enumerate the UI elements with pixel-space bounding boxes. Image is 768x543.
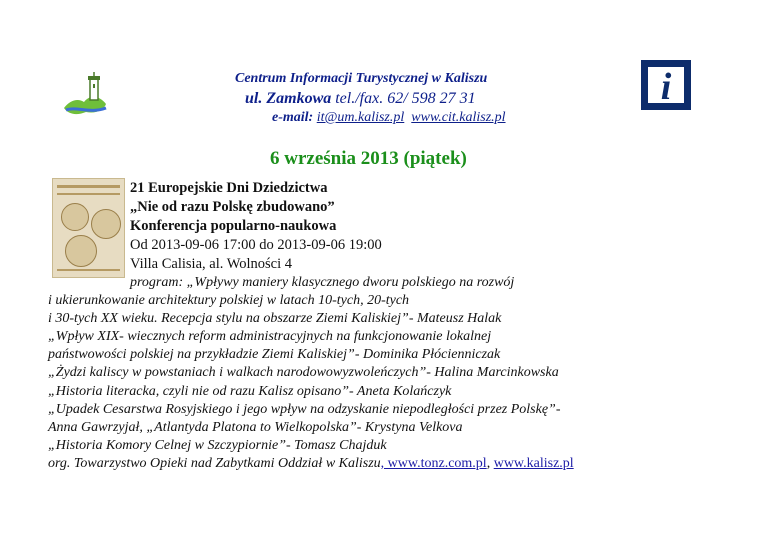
org-name: Centrum Informacji Turystycznej w Kaliszu (235, 71, 488, 86)
event-title-2: „Nie od razu Polskę zbudowano” (130, 199, 335, 215)
tonz-link[interactable]: , www.tonz.com.pl (380, 456, 487, 471)
event-poster-image (52, 178, 125, 278)
program-line: „Historia literacka, czyli nie od razu Kalisz opisano”- Aneta Kolańczyk (48, 384, 452, 399)
contact-line (272, 110, 506, 126)
organizer-line (48, 456, 574, 472)
city-logo-icon (60, 70, 110, 120)
event-type: Konferencja popularno-naukowa (130, 218, 337, 234)
program-line: program: „Wpływy maniery klasycznego dworu polskiego na rozwój (130, 275, 515, 290)
event-venue: Villa Calisia, al. Wolności 4 (130, 256, 293, 272)
organizer-text: org. Towarzystwo Opieki nad Zabytkami Oddział w Kaliszu (48, 456, 381, 471)
program-line: państwowości polskiej na przykładzie Ziemi Kaliskiej”- Dominika Płócienniczak (48, 347, 501, 362)
address-line (245, 90, 476, 108)
program-line: „Upadek Cesarstwa Rosyjskiego i jego wpływ na odzyskanie niepodległości przez Polskę”- (48, 402, 561, 417)
event-title-1: 21 Europejskie Dni Dziedzictwa (130, 180, 328, 196)
program-line: „Żydzi kaliscy w powstaniach i walkach narodowowyzwoleńczych”- Halina Marcinkowska (48, 365, 559, 380)
program-line: i 30-tych XX wieku. Recepcja stylu na obszarze Ziemi Kaliskiej”- Mateusz Halak (48, 311, 502, 326)
program-line: i ukierunkowanie architektury polskiej w latach 10-tych, 20-tych (48, 293, 410, 308)
email-link[interactable]: it@um.kalisz.pl (316, 110, 405, 125)
event-date: 6 września 2013 (piątek) (270, 148, 467, 169)
email-label: e-mail: (272, 110, 314, 125)
link-separator: , (486, 456, 494, 471)
website-link[interactable]: www.cit.kalisz.pl (411, 110, 506, 125)
program-line: „Wpływ XIX- wiecznych reform administracyjnych na funkcjonowanie lokalnej (48, 329, 492, 344)
info-icon: i (641, 60, 691, 110)
street: ul. Zamkowa (245, 90, 332, 107)
event-time: Od 2013-09-06 17:00 do 2013-09-06 19:00 (130, 237, 382, 253)
phone: tel./fax. 62/ 598 27 31 (331, 90, 476, 107)
program-line: „Historia Komory Celnej w Szczypiornie”- Tomasz Chajduk (48, 438, 387, 453)
program-line: Anna Gawrzyjał, „Atlantyda Platona to Wielkopolska”- Krystyna Velkova (48, 420, 463, 435)
kalisz-link[interactable]: www.kalisz.pl (493, 456, 574, 471)
